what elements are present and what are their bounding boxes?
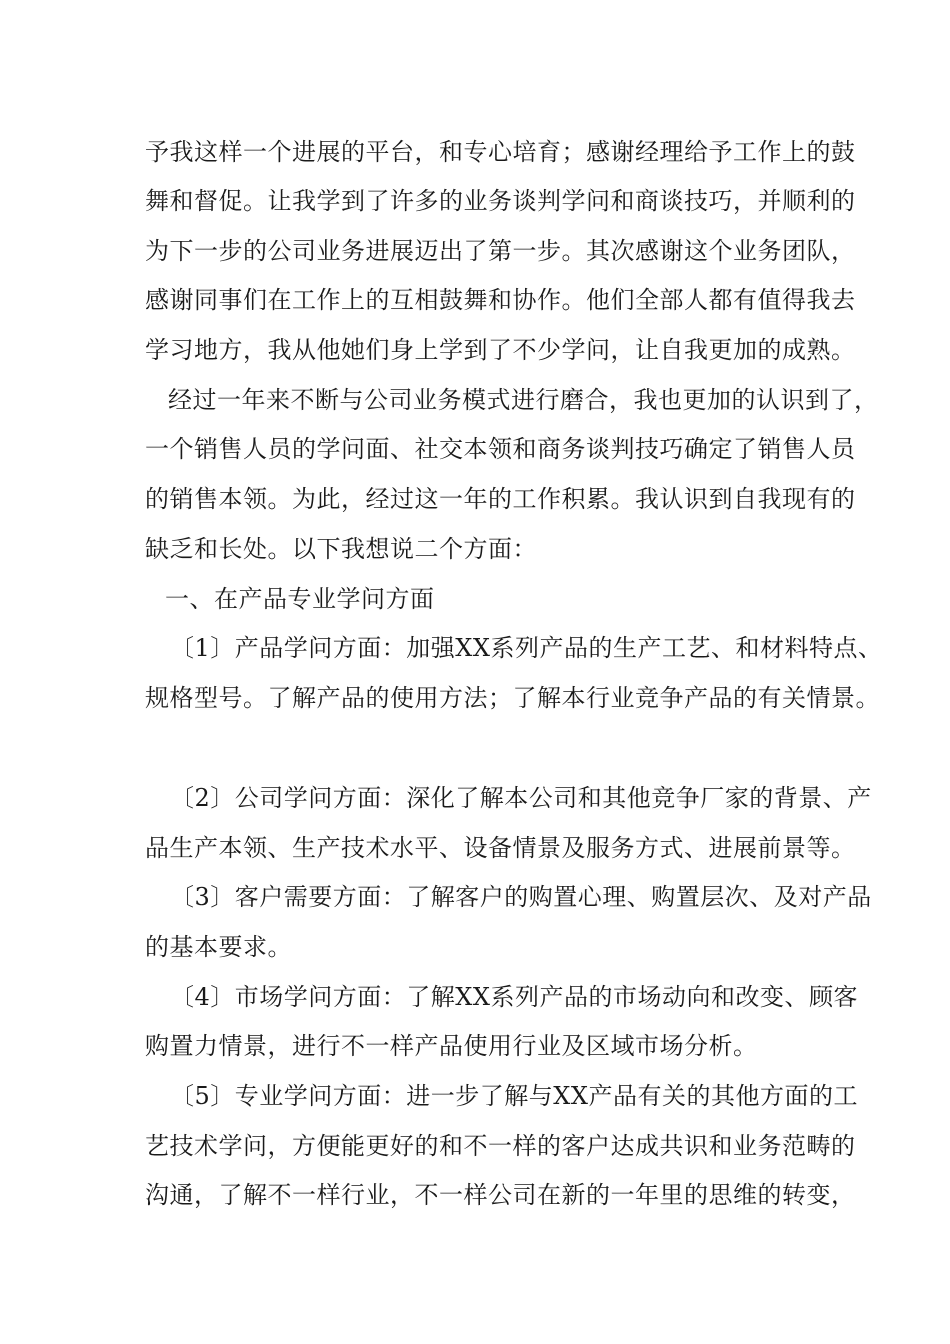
list-item-line: 沟通，了解不一样行业，不一样公司在新的一年里的思维的转变， bbox=[145, 1181, 856, 1209]
list-item-line: 规格型号。了解产品的使用方法；了解本行业竞争产品的有关情景。 bbox=[145, 684, 880, 712]
list-item-line: 〔5〕专业学问方面：进一步了解与XX产品有关的其他方面的工 bbox=[170, 1082, 858, 1110]
paragraph-line: 缺乏和长处。以下我想说二个方面： bbox=[145, 535, 537, 563]
list-item-line: 〔2〕公司学问方面：深化了解本公司和其他竞争厂家的背景、产 bbox=[170, 784, 872, 812]
list-item-line: 的基本要求。 bbox=[145, 933, 292, 961]
paragraph-line: 的销售本领。为此，经过这一年的工作积累。我认识到自我现有的 bbox=[145, 485, 856, 513]
paragraph-line: 为下一步的公司业务进展迈出了第一步。其次感谢这个业务团队， bbox=[145, 237, 856, 265]
list-item-line: 〔4〕市场学问方面：了解XX系列产品的市场动向和改变、顾客 bbox=[170, 983, 858, 1011]
paragraph-line: 学习地方，我从他她们身上学到了不少学问，让自我更加的成熟。 bbox=[145, 336, 856, 364]
list-item-line: 〔1〕产品学问方面：加强XX系列产品的生产工艺、和材料特点、 bbox=[170, 634, 883, 662]
list-item-line: 品生产本领、生产技术水平、设备情景及服务方式、进展前景等。 bbox=[145, 834, 856, 862]
list-item-line: 〔3〕客户需要方面：了解客户的购置心理、购置层次、及对产品 bbox=[170, 883, 872, 911]
paragraph-line: 舞和督促。让我学到了许多的业务谈判学问和商谈技巧，并顺利的 bbox=[145, 187, 856, 215]
paragraph-line: 予我这样一个进展的平台，和专心培育；感谢经理给予工作上的鼓 bbox=[145, 138, 856, 166]
paragraph-line: 经过一年来不断与公司业务模式进行磨合，我也更加的认识到了， bbox=[168, 386, 879, 414]
paragraph-line: 感谢同事们在工作上的互相鼓舞和协作。他们全部人都有值得我去 bbox=[145, 286, 856, 314]
section-heading: 一、在产品专业学问方面 bbox=[165, 585, 435, 613]
list-item-line: 艺技术学问，方便能更好的和不一样的客户达成共识和业务范畴的 bbox=[145, 1132, 856, 1160]
paragraph-line: 一个销售人员的学问面、社交本领和商务谈判技巧确定了销售人员 bbox=[145, 435, 856, 463]
list-item-line: 购置力情景，进行不一样产品使用行业及区域市场分析。 bbox=[145, 1032, 758, 1060]
